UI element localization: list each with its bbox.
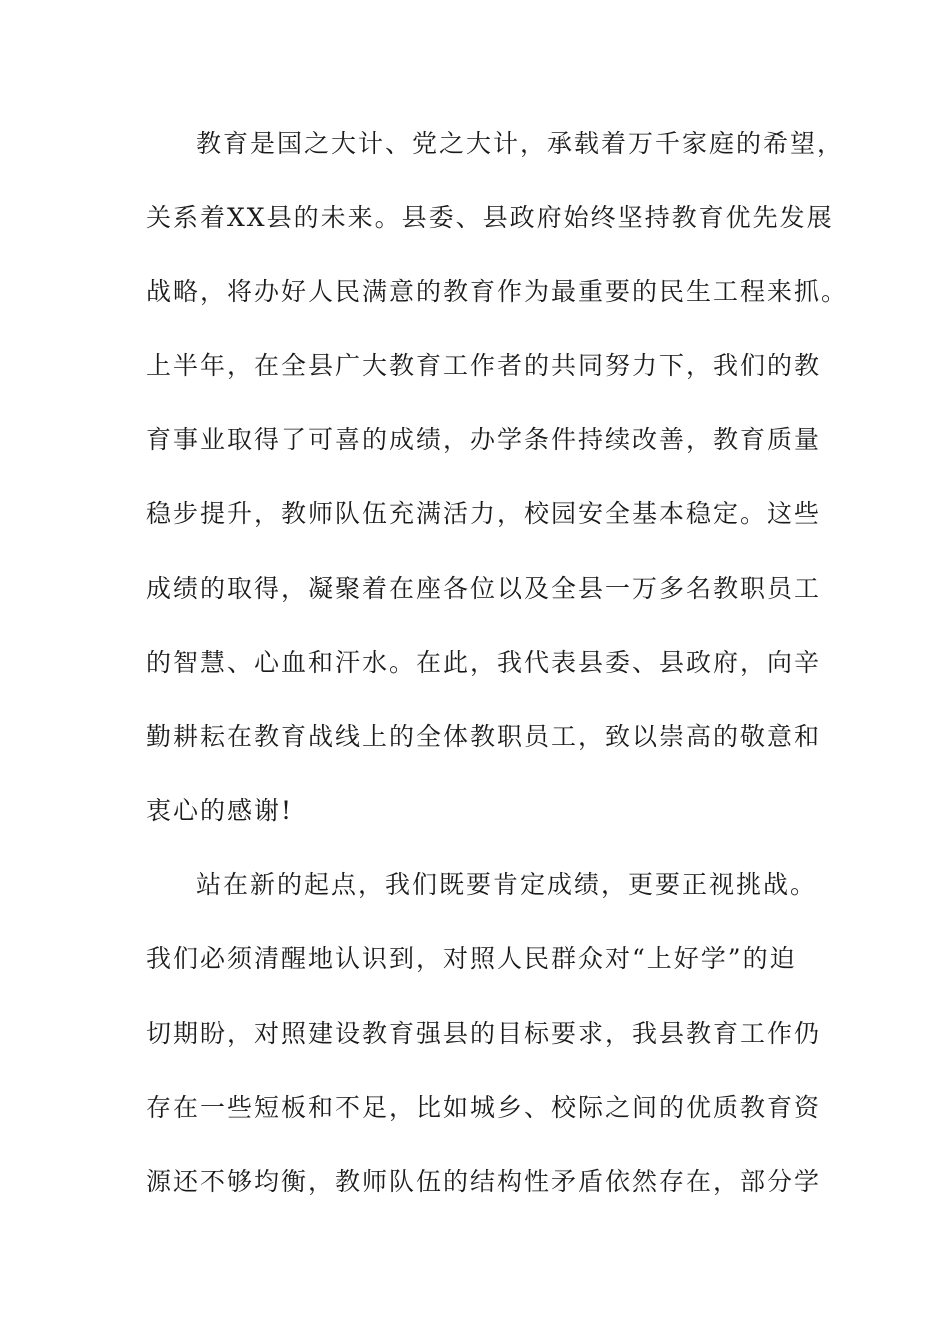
paragraph-1-line-2: 关系着XX县的未来。县委、县政府始终坚持教育优先发展: [146, 203, 834, 232]
paragraph-1-line-9: 勤耕耘在教育战线上的全体教职员工，致以崇高的敬意和: [146, 722, 822, 751]
paragraph-2-line-2: 我们必须清醒地认识到，对照人民群众对“上好学”的迫: [146, 944, 797, 973]
paragraph-1-line-4: 上半年，在全县广大教育工作者的共同努力下，我们的教: [146, 351, 822, 380]
paragraph-2-line-5: 源还不够均衡，教师队伍的结构性矛盾依然存在，部分学: [146, 1167, 822, 1196]
paragraph-2-line-3: 切期盼，对照建设教育强县的目标要求，我县教育工作仍: [146, 1019, 822, 1048]
paragraph-1-line-8: 的智慧、心血和汗水。在此，我代表县委、县政府，向辛: [146, 648, 822, 677]
paragraph-1-line-5: 育事业取得了可喜的成绩，办学条件持续改善，教育质量: [146, 425, 822, 454]
paragraph-2-line-1: 站在新的起点，我们既要肯定成绩，更要正视挑战。: [196, 870, 818, 899]
paragraph-1-line-7: 成绩的取得，凝聚着在座各位以及全县一万多名教职员工: [146, 574, 822, 603]
paragraph-1-line-3: 战略，将办好人民满意的教育作为最重要的民生工程来抓。: [146, 277, 849, 306]
paragraph-2-line-4: 存在一些短板和不足，比如城乡、校际之间的优质教育资: [146, 1093, 822, 1122]
paragraph-1-line-6: 稳步提升，教师队伍充满活力，校园安全基本稳定。这些: [146, 499, 822, 528]
paragraph-1-line-1: 教育是国之大计、党之大计，承载着万千家庭的希望，: [196, 129, 845, 158]
paragraph-1-line-10: 衷心的感谢!: [146, 796, 294, 825]
